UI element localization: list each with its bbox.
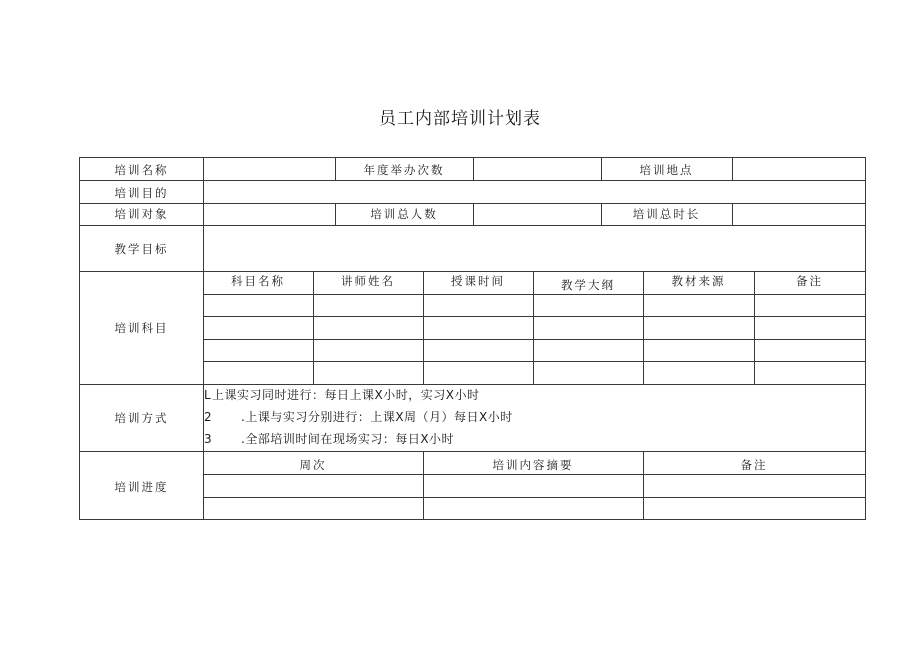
annual-count-label: 年度举办次数 [363, 163, 445, 177]
progress-label: 培训进度 [114, 480, 169, 494]
training-place-label: 培训地点 [639, 163, 694, 177]
teaching-goal-label: 教学目标 [114, 242, 169, 256]
subject-header-remark: 备注 [796, 274, 823, 288]
row-divider [80, 271, 865, 272]
subject-header-syllabus: 教学大纲 [561, 278, 615, 292]
progress-header-remark: 备注 [740, 458, 768, 472]
subject-header-time: 授课时间 [451, 274, 505, 288]
training-goal-label: 培训目的 [114, 186, 169, 200]
row-divider [80, 384, 865, 385]
total-hours-label: 培训总时长 [632, 207, 701, 221]
cell-line [732, 203, 733, 225]
method-2-text: .上课与实习分别进行：上课X周（月）每日X小时 [241, 410, 513, 424]
page-title: 员工内部培训计划表 [379, 109, 541, 129]
subject-header-name: 科目名称 [231, 274, 285, 288]
method-1-num: L [204, 388, 212, 402]
subject-header-material: 教材来源 [671, 274, 726, 288]
method-1-text: 上课实习同时进行：每日上课X小时，实习X小时 [212, 388, 480, 402]
progress-row-line [203, 474, 865, 475]
cell-line [473, 158, 474, 180]
progress-row-line [203, 497, 865, 498]
total-people-label: 培训总人数 [370, 207, 438, 221]
training-name-label: 培训名称 [114, 163, 169, 177]
method-2-num: 2 [204, 410, 213, 424]
subject-row-line [203, 361, 865, 362]
row-divider [80, 451, 865, 452]
methods-label: 培训方式 [114, 411, 169, 425]
cell-line [473, 203, 474, 225]
subjects-label: 培训科目 [114, 321, 169, 335]
training-plan-table [79, 157, 866, 520]
progress-header-week: 周次 [299, 458, 327, 472]
row-divider [80, 180, 865, 181]
subject-row-line [203, 294, 865, 295]
training-target-label: 培训对象 [114, 207, 169, 221]
method-3-text: .全部培训时间在现场实习：每日X小时 [241, 432, 455, 446]
method-3-num: 3 [204, 432, 213, 446]
progress-header-summary: 培训内容摘要 [492, 458, 574, 472]
row-divider [80, 225, 865, 226]
subject-row-line [203, 316, 865, 317]
subject-header-teacher: 讲师姓名 [341, 274, 395, 288]
subject-row-line [203, 339, 865, 340]
cell-line [732, 158, 733, 180]
